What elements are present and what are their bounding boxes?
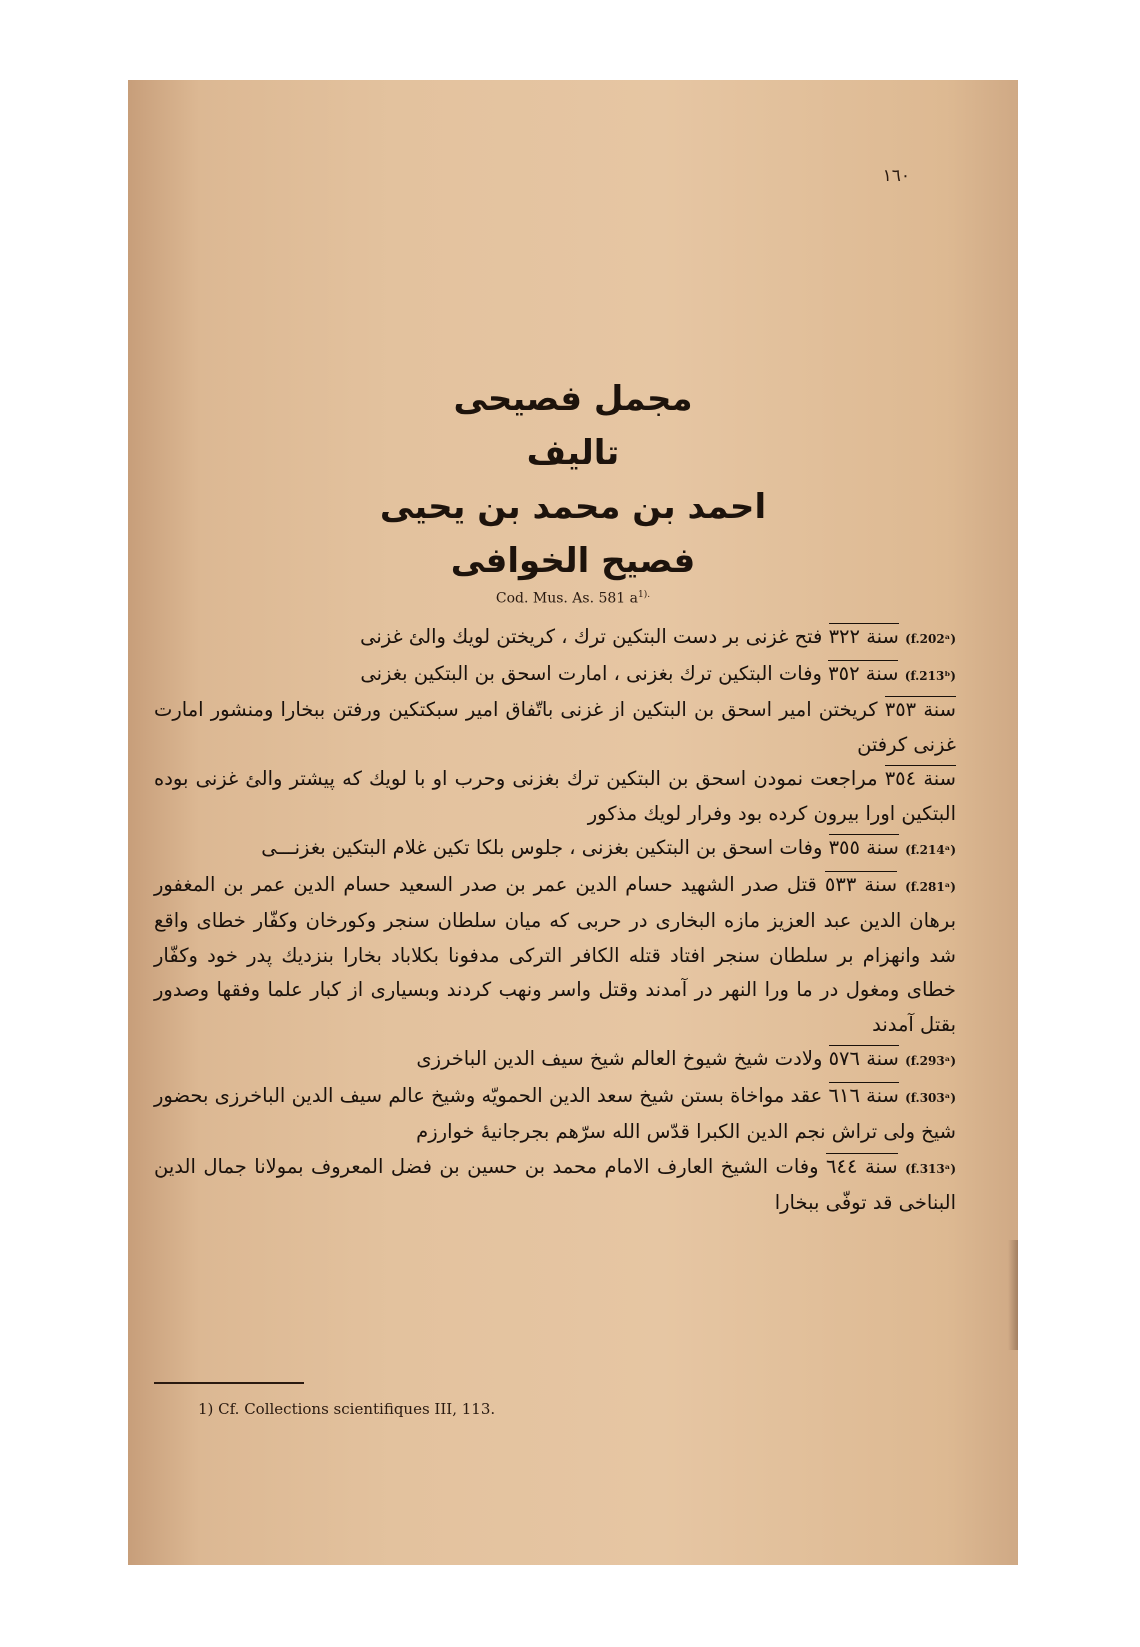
year-number: ٦٤٤ — [826, 1154, 858, 1178]
manuscript-source-text: Cod. Mus. As. 581 a — [495, 590, 639, 607]
folio-ref: (f.281ᵃ) — [905, 879, 956, 894]
year-number: ٣٢٢ — [828, 625, 860, 648]
title-line: فصيح الخوافى — [450, 541, 696, 581]
year-label: سنة — [866, 836, 899, 859]
chronicle-entries — [154, 620, 956, 1221]
year-marker — [829, 623, 899, 648]
folio-ref: (f.213ᵇ) — [904, 668, 956, 683]
year-number: ٣٥٤ — [884, 767, 917, 790]
year-marker — [828, 660, 898, 685]
footnote: 1) Cf. Collections scientifiques III, 113. — [198, 1400, 496, 1418]
year-number: ٥٣٣ — [824, 872, 857, 896]
year-label: سنة — [866, 1047, 899, 1070]
year-marker — [885, 696, 956, 721]
entry-text: مراجعت نمودن اسحق بن البتكين ترك بغزنى وحرب او با لويك كه پيشتر والئ غزنى بوده البتكين اورا بيرون كرده بود وفرار لويك مذكور — [154, 767, 956, 825]
chronicle-entry — [154, 868, 956, 1043]
folio-ref: (f.293ᵃ) — [905, 1054, 956, 1068]
year-number: ٣٥٢ — [828, 661, 860, 685]
year-label: سنة — [866, 1083, 899, 1107]
chronicle-entry — [154, 1079, 956, 1150]
year-label: سنة — [866, 625, 899, 648]
entry-text: كريختن امير اسحق بن البتكين از غزنى باتّفاق امير سبكتكين ورفتن ببخارا ومنشور امارت غزنى كرفتن — [154, 698, 956, 756]
title-block — [128, 372, 1018, 588]
folio-ref: (f.214ᵃ) — [905, 843, 956, 857]
footnote-divider — [154, 1382, 304, 1384]
folio-ref: (f.303ᵃ) — [905, 1090, 957, 1105]
year-label: سنة — [923, 698, 956, 721]
year-label: سنة — [923, 767, 956, 790]
year-label: سنة — [865, 661, 899, 685]
manuscript-source — [128, 590, 1018, 607]
chronicle-entry — [154, 831, 956, 868]
footnote-ref: 1). — [638, 590, 651, 600]
year-number: ٦١٦ — [828, 1083, 860, 1107]
chronicle-entry — [154, 657, 956, 694]
entry-text: وفات اسحق بن البتكين بغزنى ، جلوس بلكا تكين غلام البتكين بغزنـــى — [261, 836, 823, 859]
year-marker — [826, 1153, 898, 1178]
chronicle-entry — [154, 1150, 956, 1221]
entry-text: وفات البتكين ترك بغزنى ، امارت اسحق بن البتكين بغزنى — [360, 661, 822, 685]
title-line: احمد بن محمد بن يحيى — [379, 487, 767, 527]
chronicle-entry — [154, 693, 956, 762]
year-marker — [829, 834, 899, 859]
title-line: مجمل فصيحى — [453, 379, 693, 419]
chronicle-entry — [154, 762, 956, 831]
entry-text: ولادت شيخ شيوخ العالم شيخ سيف الدين الباخرزى — [416, 1047, 823, 1070]
title-line: تاليف — [526, 433, 620, 473]
year-marker — [829, 1045, 899, 1070]
folio-ref: (f.202ᵃ) — [905, 632, 956, 646]
entry-text: فتح غزنى بر دست البتكين ترك ، كريختن لويك والئ غزنى — [360, 625, 823, 648]
entry-text: وفات الشيخ العارف الامام محمد بن حسين بن فضل المعروف بمولانا جمال الدين البناخى قد توفّى ببخارا — [154, 1154, 956, 1214]
year-marker — [885, 765, 956, 790]
chronicle-entry — [154, 620, 956, 657]
page-number: ١٦٠ — [882, 166, 910, 186]
year-number: ٥٧٦ — [828, 1047, 860, 1070]
entry-text: عقد مواخاة بستن شيخ سعد الدين الحمويّه وشيخ عالم سيف الدين الباخرزى بحضور شيخ ولى تراش نجم الدين الكبرا قدّس الله سرّهم بجرجانيهٔ خوارزم — [154, 1083, 956, 1143]
year-label: سنة — [864, 872, 898, 896]
year-number: ٣٥٥ — [828, 836, 860, 859]
year-label: سنة — [864, 1154, 898, 1178]
year-marker — [825, 871, 897, 896]
entry-text: قتل صدر الشهيد حسام الدين عمر بن صدر السعيد حسام الدين عمر بن المغفور برهان الدين عبد العزيز مازه البخارى در حربى كه ميان سلطان سنجر وكورخان وكفّار خطاى واقع شد وانهزام بر سلطان سنجر افتاد قتله الكافر التركى مدفونا بكلاباد بخارا بنزديك پدر خود وكفّار خطاى ومغول در ما ورا النهر در آمدند وقتل واسر ونهب كردند وبسيارى از كبار علما وفقها وصدور بقتل آمدند — [154, 872, 956, 1036]
page-edge-shadow — [1008, 1240, 1018, 1350]
year-marker — [829, 1082, 899, 1107]
year-number: ٣٥٣ — [884, 698, 917, 721]
folio-ref: (f.313ᵃ) — [905, 1161, 957, 1176]
chronicle-entry — [154, 1042, 956, 1079]
scanned-page — [128, 80, 1018, 1565]
